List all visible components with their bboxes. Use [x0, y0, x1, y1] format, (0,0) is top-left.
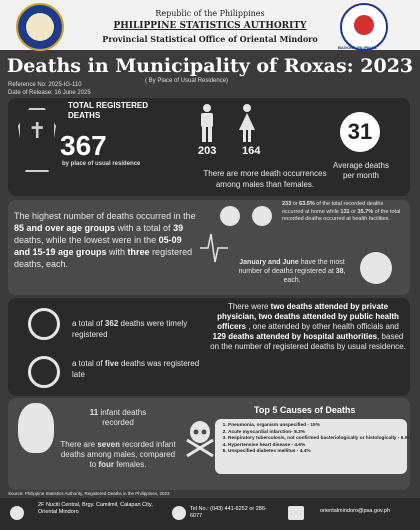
footer-phone: Tel No.: (043) 441-6252 or 286-6077: [190, 506, 267, 519]
timely-registration-text: a total of 362 deaths were timely registered: [72, 319, 188, 339]
male-deaths-value: 203: [198, 145, 217, 157]
average-deaths-value: 31: [340, 112, 380, 152]
calendar-icon: [360, 252, 392, 284]
bagong-pilipinas-logo: BAGONG PILIPINAS: [340, 3, 388, 51]
cross-icon: ✝: [28, 118, 47, 143]
cause-item: 5. Unspecified diabetes mellitus - 4.4%: [228, 449, 416, 456]
cause-item: 4. Hypertensive heart disease - 4.6%: [228, 443, 416, 450]
total-badge: TOTAL REGISTERED DEATHS: [64, 101, 150, 121]
page-subtitle: ( By Place of Usual Residence): [145, 78, 229, 84]
cause-item: 3. Respiratory tuberculosis, not confirmed bacteriologically or histologically - 6.0%: [228, 436, 416, 443]
total-deaths-value: 367: [60, 130, 107, 161]
clock-icon: [28, 356, 60, 388]
causes-title: Top 5 Causes of Deaths: [254, 405, 356, 415]
age-group-text: The highest number of deaths occurred in the 85 and over age groups with a total of 39 deaths, while the lowest were in the 05-09 and 15-19 age groups with three registered deaths, each.: [14, 211, 196, 269]
header-office: Provincial Statistical Office of Oriental Mindoro: [102, 34, 318, 44]
baby-icon: [18, 403, 54, 453]
hospital-icon: [220, 206, 240, 226]
header-country: Republic of the Philippines: [155, 9, 265, 18]
skull-crossbones-icon: [185, 420, 215, 458]
header-agency: PHILIPPINE STATISTICS AUTHORITY: [113, 21, 307, 31]
cause-item: 2. Acute myocardial infarction- 8.2%: [228, 430, 416, 437]
infant-sex-text: There are seven recorded infant deaths among males, compared to four females.: [60, 440, 176, 469]
infant-deaths-text: 11 infant deaths recorded: [89, 408, 147, 427]
female-icon: [238, 104, 256, 142]
source-note: Source: Philippine Statistics Authority, Registered Deaths in the Philippines, 2023: [8, 491, 170, 496]
attendance-text: There were two deaths attended by private physician, two deaths attended by public health officers , one attended by other health officials and 129 deaths attended by hospital authorities, based on the number of registered deaths by usual residence.: [210, 302, 406, 351]
sex-comparison-note: There are more death occurrences among males than females.: [203, 169, 327, 189]
footer-address: 2F Nuciti Central, Brgy. Camilmil, Calapan City, Oriental Mindoro: [38, 502, 153, 515]
peak-months-text: January and June have the most number of deaths registered at 38, each.: [238, 259, 346, 284]
home-icon: [252, 206, 272, 226]
average-deaths-label: Average deaths per month: [333, 161, 389, 180]
location-pin-icon: [10, 506, 24, 520]
reference-number: Reference No: 2025-IG-110: [8, 82, 82, 88]
total-deaths-label: by place of usual residence: [62, 161, 141, 167]
cause-item: 1. Pneumonia, organism unspecified - 15%: [228, 423, 416, 430]
place-of-death-text: 233 or 63.5% of the total recorded deaths occurred at home while 131 or 35.7% of the total recorded deaths occurred at health facilities.: [282, 201, 401, 222]
page-title: Deaths in Municipality of Roxas: 2023: [6, 55, 414, 77]
heartbeat-line-icon: [200, 228, 228, 268]
phone-icon: [172, 506, 186, 520]
causes-list: [218, 423, 416, 456]
male-icon: [200, 104, 214, 142]
checkmark-icon: [28, 308, 60, 340]
female-deaths-value: 164: [242, 145, 261, 157]
late-registration-text: a total of five deaths was registered late: [72, 359, 200, 379]
email-icon: [288, 506, 304, 520]
footer-email[interactable]: orientalmindoro@psa.gov.ph: [320, 508, 390, 514]
release-date: Date of Release: 16 June 2025: [8, 90, 91, 96]
